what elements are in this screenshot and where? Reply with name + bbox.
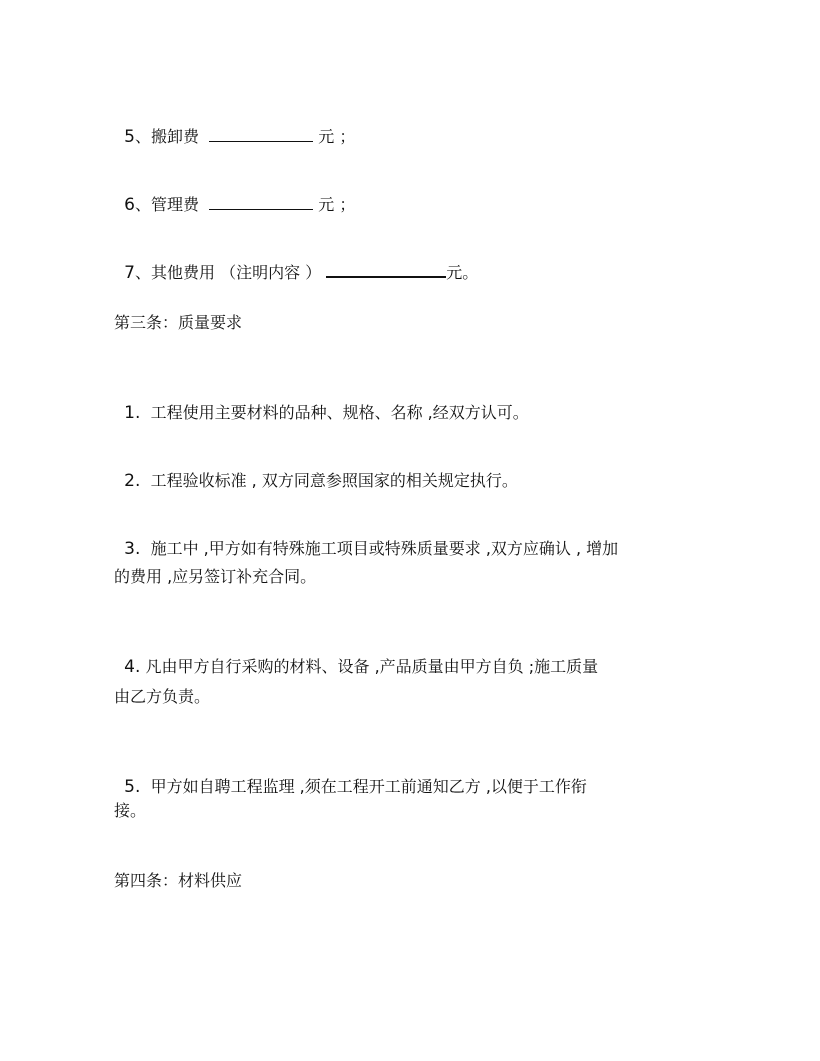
item-number: 1. [124,403,141,423]
fee-unit: 元。 [446,263,479,282]
fee-amount-blank[interactable] [209,195,313,210]
fee-amount-blank[interactable] [209,127,313,142]
section-3-heading: 第三条：质量要求 [114,313,243,332]
item-text: 甲方如自聘工程监理 ,须在工程开工前通知乙方 ,以便于工作衔 [150,777,587,796]
item-number: 3. [124,539,141,559]
fee-amount-blank[interactable] [326,262,446,278]
fee-item-5 [114,104,355,148]
fee-unit: 元 ； [318,127,356,146]
quality-item-4 [114,634,598,678]
item-text: 工程使用主要材料的品种、规格、名称 ,经双方认可。 [150,403,529,422]
item-number: 4. [124,657,141,677]
fee-label: 其他费用 （注明内容 ） [151,263,322,282]
item-text: 凡由甲方自行采购的材料、设备 ,产品质量由甲方自负 ;施工质量 [145,657,599,676]
section-4-heading: 第四条：材料供应 [114,871,243,890]
quality-item-4-continued: 由乙方负责。 [114,687,211,706]
quality-item-5 [114,754,587,798]
fee-separator: 、 [135,195,152,214]
fee-separator: 、 [135,263,152,282]
fee-unit: 元 ； [318,195,356,214]
item-number: 5. [124,777,141,797]
fee-separator: 、 [135,127,152,146]
quality-item-5-continued: 接。 [114,801,147,820]
fee-label: 搬卸费 [151,127,200,146]
quality-item-3 [114,516,618,560]
fee-number: 5 [124,127,135,147]
fee-item-7 [114,240,478,284]
fee-number: 6 [124,195,135,215]
quality-item-1 [114,380,529,424]
item-number: 2. [124,471,141,491]
item-text: 施工中 ,甲方如有特殊施工项目或特殊质量要求 ,双方应确认 , 增加 [150,539,619,558]
fee-item-6 [114,172,355,216]
quality-item-3-continued: 的费用 ,应另签订补充合同。 [114,567,317,586]
fee-label: 管理费 [151,195,200,214]
item-text: 工程验收标准 , 双方同意参照国家的相关规定执行。 [150,471,518,490]
fee-number: 7 [124,263,135,283]
quality-item-2 [114,448,518,492]
